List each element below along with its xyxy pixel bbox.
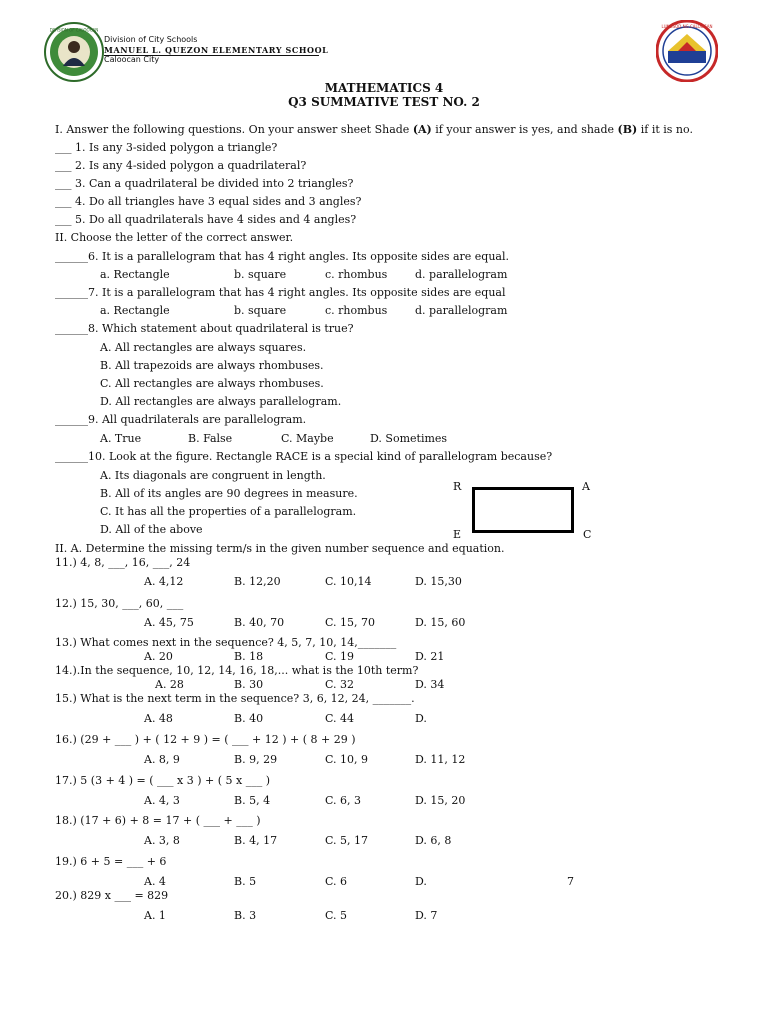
q12-choice-a: A. 45, 75 xyxy=(144,616,194,629)
header-divider xyxy=(104,55,319,56)
q14-choice-c: C. 32 xyxy=(325,678,355,691)
school-name: MANUEL L. QUEZON ELEMENTARY SCHOOL xyxy=(104,45,329,55)
question-3: ___ 3. Can a quadrilateral be divided into 2 triangles? xyxy=(55,177,354,190)
figure-label-e: E xyxy=(453,528,462,541)
q16-choice-b: B. 9, 29 xyxy=(234,753,278,766)
q11-choice-d: D. 15,30 xyxy=(415,575,462,588)
q7-choice-d: d. parallelogram xyxy=(415,304,508,317)
q11-choice-b: B. 12,20 xyxy=(234,575,281,588)
question-11: 11.) 4, 8, ___, 16, ___, 24 xyxy=(55,556,191,569)
svg-text:LUNGSOD NG CALOOCAN: LUNGSOD NG CALOOCAN xyxy=(661,24,713,29)
figure-label-c: C xyxy=(583,528,592,541)
q7-choice-a: a. Rectangle xyxy=(100,304,170,317)
question-2: ___ 2. Is any 4-sided polygon a quadrilateral? xyxy=(55,159,307,172)
q16-choice-d: D. 11, 12 xyxy=(415,753,466,766)
q20-choice-b: B. 3 xyxy=(234,909,257,922)
svg-text:DIVISION OF CALOOCAN: DIVISION OF CALOOCAN xyxy=(49,27,99,33)
part2-instruction: II. Choose the letter of the correct answer. xyxy=(55,231,294,244)
city-name: Caloocan City xyxy=(104,55,160,64)
question-1: ___ 1. Is any 3-sided polygon a triangle? xyxy=(55,141,278,154)
q18-choice-c: C. 5, 17 xyxy=(325,834,369,847)
question-12: 12.) 15, 30, ___, 60, ___ xyxy=(55,597,184,610)
q18-choice-d: D. 6, 8 xyxy=(415,834,452,847)
q6-choice-b: b. square xyxy=(234,268,287,281)
q6-choice-a: a. Rectangle xyxy=(100,268,170,281)
question-20: 20.) 829 x ___ = 829 xyxy=(55,889,169,902)
question-10: ______10. Look at the figure. Rectangle RACE is a special kind of parallelogram because? xyxy=(55,450,553,463)
question-18: 18.) (17 + 6) + 8 = 17 + ( ___ + ___ ) xyxy=(55,814,261,827)
part1-instruction: I. Answer the following questions. On your answer sheet Shade (A) if your answer is yes, and shade (B) if it is no. xyxy=(55,123,693,136)
question-15: 15.) What is the next term in the sequence? 3, 6, 12, 24, _______. xyxy=(55,692,415,705)
question-17: 17.) 5 (3 + 4 ) = ( ___ x 3 ) + ( 5 x ___ ) xyxy=(55,774,271,787)
q13-choice-c: C. 19 xyxy=(325,650,355,663)
q19-choice-b: B. 5 xyxy=(234,875,257,888)
q16-choice-c: C. 10, 9 xyxy=(325,753,369,766)
q16-choice-a: A. 8, 9 xyxy=(144,753,180,766)
q9-choice-b: B. False xyxy=(188,432,233,445)
q15-choice-d: D. xyxy=(415,712,427,725)
q9-choice-d: D. Sometimes xyxy=(370,432,448,445)
test-subject: MATHEMATICS 4 xyxy=(324,81,444,95)
q10-choice-b: B. All of its angles are 90 degrees in measure. xyxy=(100,487,358,500)
question-4: ___ 4. Do all triangles have 3 equal sides and 3 angles? xyxy=(55,195,362,208)
q8-choice-d: D. All rectangles are always parallelogram. xyxy=(100,395,342,408)
q9-choice-c: C. Maybe xyxy=(281,432,334,445)
q10-choice-c: C. It has all the properties of a parallelogram. xyxy=(100,505,357,518)
q20-choice-c: C. 5 xyxy=(325,909,348,922)
q6-choice-c: c. rhombus xyxy=(325,268,388,281)
q15-choice-c: C. 44 xyxy=(325,712,355,725)
q18-choice-a: A. 3, 8 xyxy=(144,834,180,847)
q19-choice-c: C. 6 xyxy=(325,875,348,888)
q8-choice-c: C. All rectangles are always rhombuses. xyxy=(100,377,324,390)
rectangle-race-figure xyxy=(472,487,574,533)
q12-choice-c: C. 15, 70 xyxy=(325,616,376,629)
figure-label-a: A xyxy=(582,480,590,493)
q17-choice-d: D. 15, 20 xyxy=(415,794,466,807)
q13-choice-b: B. 18 xyxy=(234,650,264,663)
q20-choice-d: D. 7 xyxy=(415,909,438,922)
q19-choice-d-value: 7 xyxy=(567,875,574,888)
q14-choice-a: A. 28 xyxy=(155,678,184,691)
q12-choice-b: B. 40, 70 xyxy=(234,616,285,629)
q11-choice-a: A. 4,12 xyxy=(144,575,184,588)
question-7: ______7. It is a parallelogram that has 4 right angles. Its opposite sides are equal xyxy=(55,286,506,299)
q14-choice-b: B. 30 xyxy=(234,678,264,691)
q12-choice-d: D. 15, 60 xyxy=(415,616,466,629)
city-seal-logo xyxy=(656,20,718,82)
q8-choice-a: A. All rectangles are always squares. xyxy=(100,341,307,354)
q19-choice-d: D. xyxy=(415,875,427,888)
question-6: ______6. It is a parallelogram that has 4 right angles. Its opposite sides are equal. xyxy=(55,250,509,263)
q10-choice-d: D. All of the above xyxy=(100,523,203,536)
q7-choice-b: b. square xyxy=(234,304,287,317)
q17-choice-b: B. 5, 4 xyxy=(234,794,271,807)
q7-choice-c: c. rhombus xyxy=(325,304,388,317)
q19-choice-a: A. 4 xyxy=(144,875,166,888)
q6-choice-d: d. parallelogram xyxy=(415,268,508,281)
q10-choice-a: A. Its diagonals are congruent in length. xyxy=(100,469,326,482)
q11-choice-c: C. 10,14 xyxy=(325,575,372,588)
q14-choice-d: D. 34 xyxy=(415,678,445,691)
q18-choice-b: B. 4, 17 xyxy=(234,834,278,847)
question-14: 14.).In the sequence, 10, 12, 14, 16, 18,... what is the 10th term? xyxy=(55,664,419,677)
question-9: ______9. All quadrilaterals are parallelogram. xyxy=(55,413,307,426)
question-5: ___ 5. Do all quadrilaterals have 4 sides and 4 angles? xyxy=(55,213,357,226)
question-8: ______8. Which statement about quadrilateral is true? xyxy=(55,322,354,335)
figure-label-r: R xyxy=(453,480,462,493)
test-title: Q3 SUMMATIVE TEST NO. 2 xyxy=(288,95,480,109)
division-seal-logo xyxy=(44,22,104,82)
q15-choice-a: A. 48 xyxy=(144,712,173,725)
q15-choice-b: B. 40 xyxy=(234,712,264,725)
question-19: 19.) 6 + 5 = ___ + 6 xyxy=(55,855,167,868)
q8-choice-b: B. All trapezoids are always rhombuses. xyxy=(100,359,324,372)
q17-choice-a: A. 4, 3 xyxy=(144,794,180,807)
q13-choice-a: A. 20 xyxy=(144,650,173,663)
q13-choice-d: D. 21 xyxy=(415,650,445,663)
division-name: Division of City Schools xyxy=(104,35,198,44)
part3-instruction: II. A. Determine the missing term/s in the given number sequence and equation. xyxy=(55,542,505,555)
q20-choice-a: A. 1 xyxy=(144,909,166,922)
q9-choice-a: A. True xyxy=(100,432,142,445)
question-16: 16.) (29 + ___ ) + ( 12 + 9 ) = ( ___ + 12 ) + ( 8 + 29 ) xyxy=(55,733,356,746)
question-13: 13.) What comes next in the sequence? 4, 5, 7, 10, 14,_______ xyxy=(55,636,397,649)
q17-choice-c: C. 6, 3 xyxy=(325,794,362,807)
